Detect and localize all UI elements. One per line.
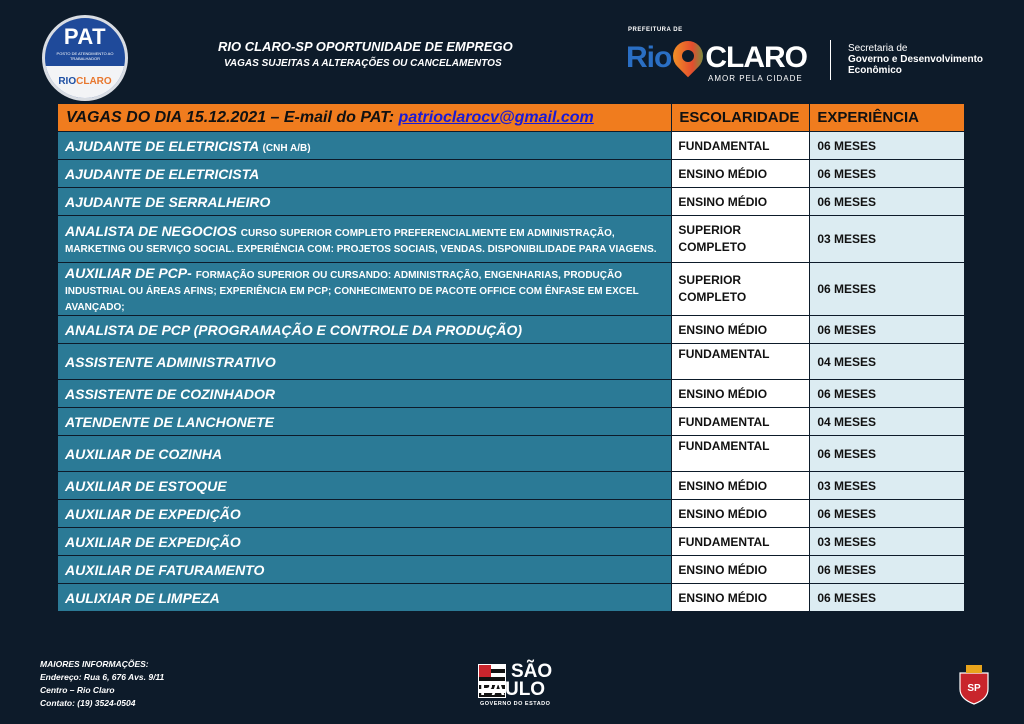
rio-logo-slogan: AMOR PELA CIDADE xyxy=(708,74,803,83)
pat-logo-word: PAT xyxy=(63,24,107,49)
job-title-cell: AUXILIAR DE FATURAMENTO xyxy=(58,556,672,584)
experiencia-cell: 03 MESES xyxy=(810,216,965,263)
rio-logo-wordmark: Rio CLARO xyxy=(626,37,807,75)
job-title-cell: AUXILIAR DE COZINHA xyxy=(58,436,672,472)
experiencia-cell: 06 MESES xyxy=(810,316,965,344)
table-row xyxy=(58,472,965,500)
footer-info: MAIORES INFORMAÇÕES: Endereço: Rua 6, 676 Avs. 9/11 Centro – Rio Claro Contato: (19) 3524-0504 xyxy=(40,659,165,708)
table-row xyxy=(58,316,965,344)
header-divider xyxy=(830,40,831,80)
sp-logo-line3: GOVERNO DO ESTADO xyxy=(480,701,551,707)
job-title-cell: ANALISTA DE NEGOCIOS CURSO SUPERIOR COMPLETO PREFERENCIALMENTE EM ADMINISTRAÇÃO, MARKETING OU SERVIÇO SOCIAL. EXPERIÊNCIA COM: PROJETOS SOCIAIS, VENDAS. DISPONIBILIDADE PARA VIAGENS. xyxy=(58,216,672,263)
escolaridade-cell: FUNDAMENTAL xyxy=(672,408,810,436)
escolaridade-cell: SUPERIOR COMPLETO xyxy=(672,216,810,263)
escolaridade-cell: FUNDAMENTAL xyxy=(672,528,810,556)
job-title-cell: AJUDANTE DE SERRALHEIRO xyxy=(58,188,672,216)
secretaria-label: Secretaria de Governo e Desenvolvimento Econômico xyxy=(848,43,984,76)
escolaridade-cell: ENSINO MÉDIO xyxy=(672,188,810,216)
job-title-cell: AJUDANTE DE ELETRICISTA (CNH A/B) xyxy=(58,132,672,160)
sp-logo-line1: SÃO xyxy=(511,661,553,682)
table-row xyxy=(58,500,965,528)
table-row xyxy=(58,528,965,556)
escolaridade-cell: ENSINO MÉDIO xyxy=(672,584,810,612)
escolaridade-cell: FUNDAMENTAL xyxy=(672,132,810,160)
escolaridade-cell: ENSINO MÉDIO xyxy=(672,472,810,500)
table-row xyxy=(58,436,965,472)
experiencia-cell: 03 MESES xyxy=(810,472,965,500)
table-row xyxy=(58,408,965,436)
table-title: VAGAS DO DIA 15.12.2021 – E-mail do PAT: patrioclarocv@gmail.com xyxy=(58,104,672,132)
escolaridade-cell: FUNDAMENTAL xyxy=(672,344,810,380)
table-row xyxy=(58,344,965,380)
page-title: RIO CLARO-SP OPORTUNIDADE DE EMPREGO xyxy=(218,39,513,54)
table-row xyxy=(58,380,965,408)
pat-logo-subtitle: POSTO DE ATENDIMENTO AO TRABALHADOR xyxy=(56,51,114,61)
table-row xyxy=(58,584,965,612)
sp-logo-line2: PAULO xyxy=(480,679,546,700)
experiencia-cell: 06 MESES xyxy=(810,188,965,216)
escolaridade-cell: ENSINO MÉDIO xyxy=(672,500,810,528)
experiencia-cell: 06 MESES xyxy=(810,436,965,472)
pat-logo-city: RIOCLARO xyxy=(58,76,112,87)
table-row xyxy=(58,132,965,160)
table-row xyxy=(58,216,965,263)
experiencia-cell: 06 MESES xyxy=(810,160,965,188)
table-header-row xyxy=(58,104,965,132)
escolaridade-cell: ENSINO MÉDIO xyxy=(672,160,810,188)
escolaridade-cell: ENSINO MÉDIO xyxy=(672,316,810,344)
experiencia-cell: 06 MESES xyxy=(810,584,965,612)
job-title-cell: ATENDENTE DE LANCHONETE xyxy=(58,408,672,436)
experiencia-cell: 06 MESES xyxy=(810,263,965,316)
job-title-cell: AUXILIAR DE ESTOQUE xyxy=(58,472,672,500)
table-row xyxy=(58,160,965,188)
rio-logo-prefeitura: PREFEITURA DE xyxy=(628,27,683,33)
job-title-cell: AUXILIAR DE PCP- FORMAÇÃO SUPERIOR OU CURSANDO: ADMINISTRAÇÃO, ENGENHARIAS, PRODUÇÃO INDUSTRIAL OU ÁREAS AFINS; EXPERIÊNCIA EM PCP; CONHECIMENTO DE PACOTE OFFICE COM ÊNFASE EM EXCEL AVANÇADO; xyxy=(58,263,672,316)
pat-logo xyxy=(42,15,128,101)
location-pin-icon xyxy=(667,35,709,77)
column-header-experiencia: EXPERIÊNCIA xyxy=(810,104,965,132)
table-row xyxy=(58,263,965,316)
jobs-table xyxy=(57,103,965,612)
experiencia-cell: 06 MESES xyxy=(810,380,965,408)
job-title-cell: AUXILIAR DE EXPEDIÇÃO xyxy=(58,500,672,528)
page-subtitle: VAGAS SUJEITAS A ALTERAÇÕES OU CANCELAMENTOS xyxy=(224,58,502,69)
job-title-cell: AJUDANTE DE ELETRICISTA xyxy=(58,160,672,188)
escolaridade-cell: FUNDAMENTAL xyxy=(672,436,810,472)
job-title-cell: AUXILIAR DE EXPEDIÇÃO xyxy=(58,528,672,556)
table-body xyxy=(58,132,965,612)
escolaridade-cell: SUPERIOR COMPLETO xyxy=(672,263,810,316)
state-crest-icon xyxy=(956,663,992,705)
column-header-escolaridade: ESCOLARIDADE xyxy=(672,104,810,132)
experiencia-cell: 04 MESES xyxy=(810,408,965,436)
job-title-cell: ANALISTA DE PCP (PROGRAMAÇÃO E CONTROLE DA PRODUÇÃO) xyxy=(58,316,672,344)
escolaridade-cell: ENSINO MÉDIO xyxy=(672,556,810,584)
sao-paulo-logo xyxy=(478,662,558,710)
experiencia-cell: 06 MESES xyxy=(810,132,965,160)
job-title-cell: ASSISTENTE ADMINISTRATIVO xyxy=(58,344,672,380)
escolaridade-cell: ENSINO MÉDIO xyxy=(672,380,810,408)
experiencia-cell: 06 MESES xyxy=(810,500,965,528)
email-link[interactable]: patrioclarocv@gmail.com xyxy=(398,108,594,126)
rio-claro-logo xyxy=(626,27,816,85)
experiencia-cell: 04 MESES xyxy=(810,344,965,380)
crest-text: SP xyxy=(967,683,981,694)
table-row xyxy=(58,556,965,584)
experiencia-cell: 03 MESES xyxy=(810,528,965,556)
experiencia-cell: 06 MESES xyxy=(810,556,965,584)
table-row xyxy=(58,188,965,216)
job-title-cell: ASSISTENTE DE COZINHADOR xyxy=(58,380,672,408)
job-title-cell: AULIXIAR DE LIMPEZA xyxy=(58,584,672,612)
